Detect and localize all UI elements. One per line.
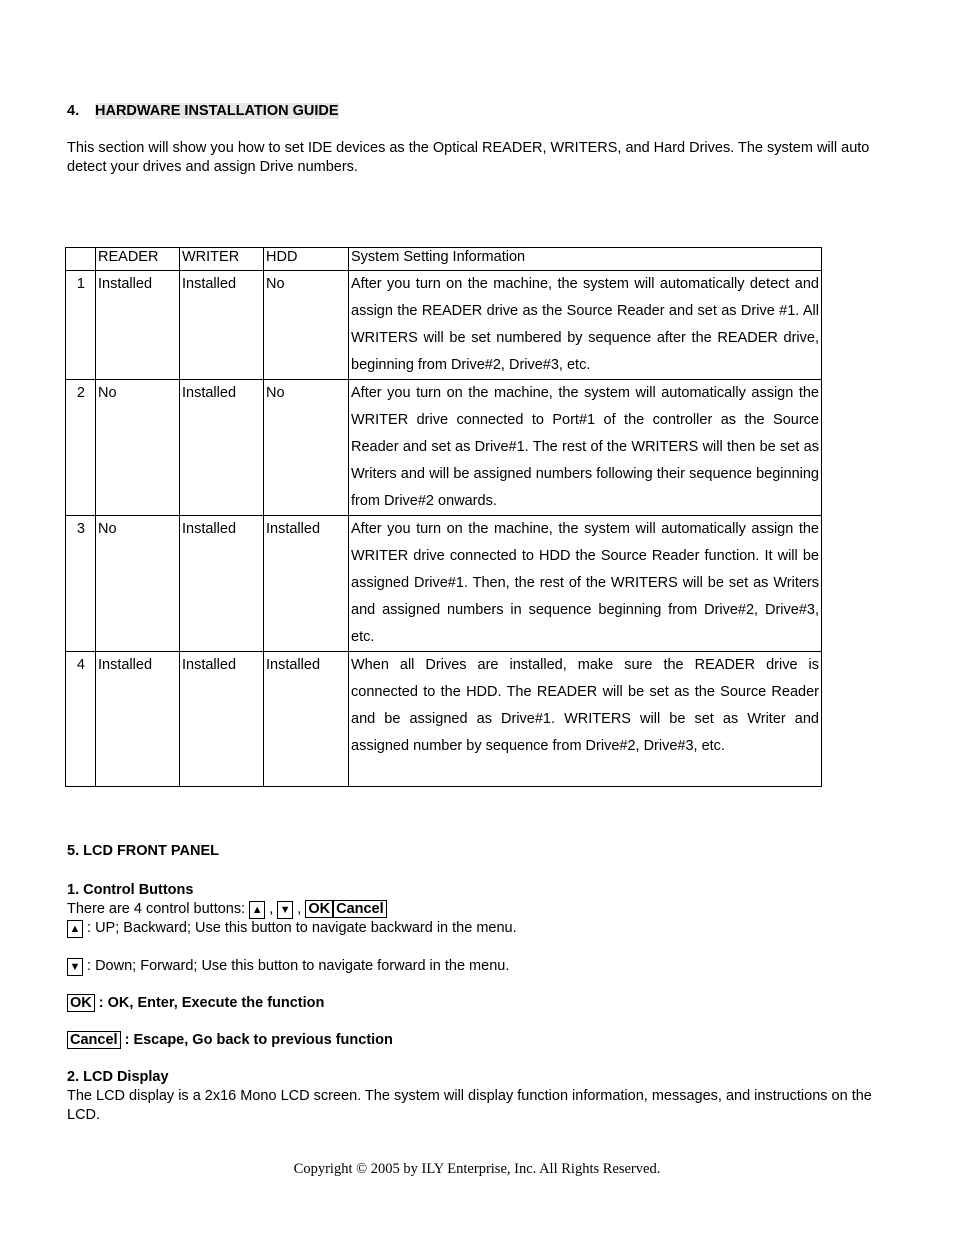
table-row [66, 380, 822, 516]
separator: , [269, 901, 274, 917]
copyright-footer: Copyright © 2005 by ILY Enterprise, Inc. All Rights Reserved. [293, 1161, 661, 1177]
down-button-description [67, 957, 509, 976]
up-desc-text: : UP; Backward; Use this button to navigate backward in the menu. [87, 920, 517, 936]
info-cell: When all Drives are installed, make sure the READER drive is connected to the HDD. The READER will be set as the Source Reader and be assigned as Drive#1. WRITERS will be set as Writer and assigned number by sequence from Drive#2, Drive#3, etc. [349, 652, 822, 787]
table-row [66, 516, 822, 652]
cancel-desc-text: : Escape, Go back to previous function [124, 1032, 393, 1048]
lcd-display-paragraph: The LCD display is a 2x16 Mono LCD screen. The system will display function information, messages, and instructions on the LCD. [67, 1088, 872, 1123]
info-cell: After you turn on the machine, the system will automatically detect and assign the READER drive as the Source Reader and set as Drive #1. All WRITERS will be set numbered by sequence after the READER drive, beginning from Drive#2, Drive#3, etc. [349, 271, 822, 380]
ok-desc-text: : OK, Enter, Execute the function [98, 995, 325, 1011]
row-number: 1 [66, 271, 96, 380]
reader-cell: Installed [96, 271, 180, 380]
control-buttons-intro-text: There are 4 control buttons: [67, 901, 250, 917]
cancel-button-description [67, 1031, 393, 1050]
ok-button-description [67, 994, 324, 1013]
writer-cell: Installed [180, 271, 264, 380]
lcd-display-heading: 2. LCD Display [67, 1069, 169, 1085]
control-buttons-heading: 1. Control Buttons [67, 882, 194, 898]
down-arrow-icon: ▼ [277, 901, 293, 919]
reader-cell: Installed [96, 652, 180, 787]
header-cell-writer: WRITER [180, 248, 264, 271]
cancel-key-label: Cancel [67, 1031, 121, 1049]
down-desc-text: : Down; Forward; Use this button to navigate forward in the menu. [87, 958, 510, 974]
hdd-cell: No [264, 271, 349, 380]
hdd-cell: No [264, 380, 349, 516]
table-row [66, 271, 822, 380]
hdd-cell: Installed [264, 516, 349, 652]
up-button-description [67, 919, 517, 938]
table-row [66, 652, 822, 787]
row-number: 2 [66, 380, 96, 516]
info-cell: After you turn on the machine, the system will automatically assign the WRITER drive connected to Port#1 of the controller as the Source Reader and set as Drive#1. The rest of the WRITERS will then be set as Writers and will be assigned numbers following their sequence beginning from Drive#2 onwards. [349, 380, 822, 516]
up-arrow-icon: ▲ [249, 901, 265, 919]
hdd-cell: Installed [264, 652, 349, 787]
reader-cell: No [96, 380, 180, 516]
separator: , [297, 901, 302, 917]
header-cell-reader: READER [96, 248, 180, 271]
writer-cell: Installed [180, 380, 264, 516]
section-title: HARDWARE INSTALLATION GUIDE [95, 103, 339, 119]
up-arrow-icon: ▲ [67, 920, 83, 938]
header-cell-num [66, 248, 96, 271]
table-header-row [66, 248, 822, 271]
writer-cell: Installed [180, 516, 264, 652]
header-cell-info: System Setting Information [349, 248, 822, 271]
ok-key-label: OK [67, 994, 95, 1012]
section-4-heading [67, 103, 339, 119]
section-number: 4. [67, 103, 80, 119]
down-arrow-icon: ▼ [67, 958, 83, 976]
writer-cell: Installed [180, 652, 264, 787]
control-buttons-intro [67, 900, 387, 919]
intro-paragraph: This section will show you how to set IDE devices as the Optical READER, WRITERS, and Hard Drives. The system will auto detect your drives and assign Drive numbers. [67, 140, 870, 175]
row-number: 3 [66, 516, 96, 652]
drive-configuration-table [65, 247, 822, 787]
row-number: 4 [66, 652, 96, 787]
info-cell: After you turn on the machine, the system will automatically assign the WRITER drive connected to HDD the Source Reader function. It will be assigned Drive#1. Then, the rest of the WRITERS will be set as Writers and assigned numbers in sequence beginning from Drive#2, Drive#3, etc. [349, 516, 822, 652]
reader-cell: No [96, 516, 180, 652]
header-cell-hdd: HDD [264, 248, 349, 271]
cancel-key-label: Cancel [333, 900, 387, 918]
section-5-heading: 5. LCD FRONT PANEL [67, 843, 219, 859]
ok-key-label: OK [305, 900, 333, 918]
